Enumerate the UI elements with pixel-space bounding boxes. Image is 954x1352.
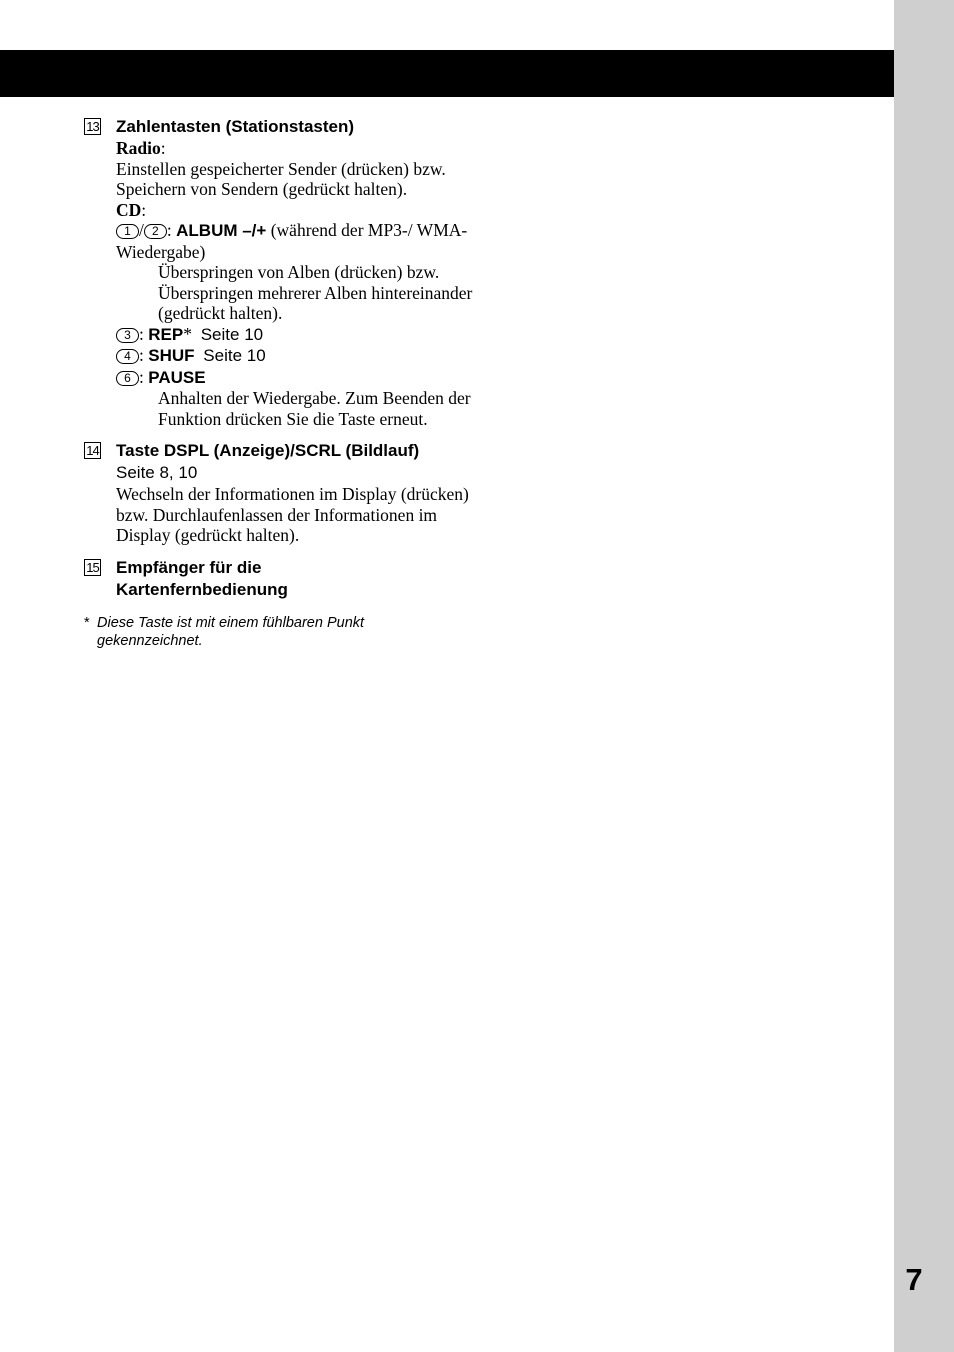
pause-label: PAUSE bbox=[148, 367, 206, 387]
radio-label: Radio bbox=[116, 138, 161, 158]
button-4-icon: 4 bbox=[116, 349, 139, 364]
cd-label: CD bbox=[116, 199, 142, 220]
pause-line: 6 : PAUSE bbox=[116, 367, 474, 389]
radio-text: Einstellen gespeicherter Sender (drücken) bzw. Speichern von Sendern (gedrückt halten). bbox=[116, 158, 446, 199]
album-note: (während der MP3-/ WMA-Wiedergabe) bbox=[116, 220, 468, 262]
item-marker: 15 bbox=[84, 559, 101, 576]
header-bar bbox=[0, 50, 894, 97]
item-heading: Zahlentasten (Stationstasten) bbox=[116, 117, 355, 136]
rep-label: REP bbox=[148, 324, 184, 344]
album-line: 1 / 2 : ALBUM –/+ (während der MP3-/ WMA-Wiedergabe) bbox=[116, 220, 468, 262]
item-marker: 14 bbox=[84, 442, 101, 459]
item-ref: Seite 8, 10 bbox=[116, 463, 198, 482]
item-heading: Taste DSPL (Anzeige)/SCRL (Bildlauf) bbox=[116, 441, 420, 460]
shuf-ref: Seite 10 bbox=[203, 346, 266, 365]
album-text: Überspringen von Alben (drücken) bzw. Überspringen mehrerer Alben hintereinander (gedrückt halten). bbox=[158, 262, 473, 323]
radio-line: Radio: bbox=[116, 138, 166, 158]
button-1-icon: 1 bbox=[116, 224, 139, 239]
content-column bbox=[84, 116, 474, 650]
button-3-icon: 3 bbox=[116, 328, 139, 343]
item-number-buttons bbox=[84, 116, 474, 429]
item-marker: 13 bbox=[84, 118, 101, 135]
album-label: ALBUM –/+ bbox=[176, 221, 267, 240]
item-dspl-scrl bbox=[84, 440, 474, 546]
shuf-line: 4 : SHUF Seite 10 bbox=[116, 345, 474, 367]
rep-ref: Seite 10 bbox=[200, 324, 264, 344]
item-card-receiver bbox=[84, 557, 474, 601]
rep-line: 3 : REP* Seite 10 bbox=[116, 324, 474, 346]
shuf-label: SHUF bbox=[148, 346, 195, 365]
pause-text: Anhalten der Wiedergabe. Zum Beenden der Funktion drücken Sie die Taste erneut. bbox=[158, 388, 471, 429]
item-text: Wechseln der Informationen im Display (drücken) bzw. Durchlaufenlassen der Informationen im Display (gedrückt halten). bbox=[116, 484, 469, 545]
footnote bbox=[84, 614, 474, 650]
item-heading: Empfänger für die Kartenfernbedienung bbox=[116, 557, 288, 599]
button-6-icon: 6 bbox=[116, 371, 139, 386]
footnote-mark: * bbox=[84, 614, 90, 631]
page-number: 7 bbox=[905, 1262, 923, 1297]
button-2-icon: 2 bbox=[144, 224, 167, 239]
footnote-text: Diese Taste ist mit einem fühlbaren Punkt gekennzeichnet. bbox=[97, 614, 365, 649]
tactile-mark: * bbox=[183, 323, 192, 344]
cd-line: CD: bbox=[116, 199, 147, 220]
side-tab-strip bbox=[894, 0, 954, 1352]
